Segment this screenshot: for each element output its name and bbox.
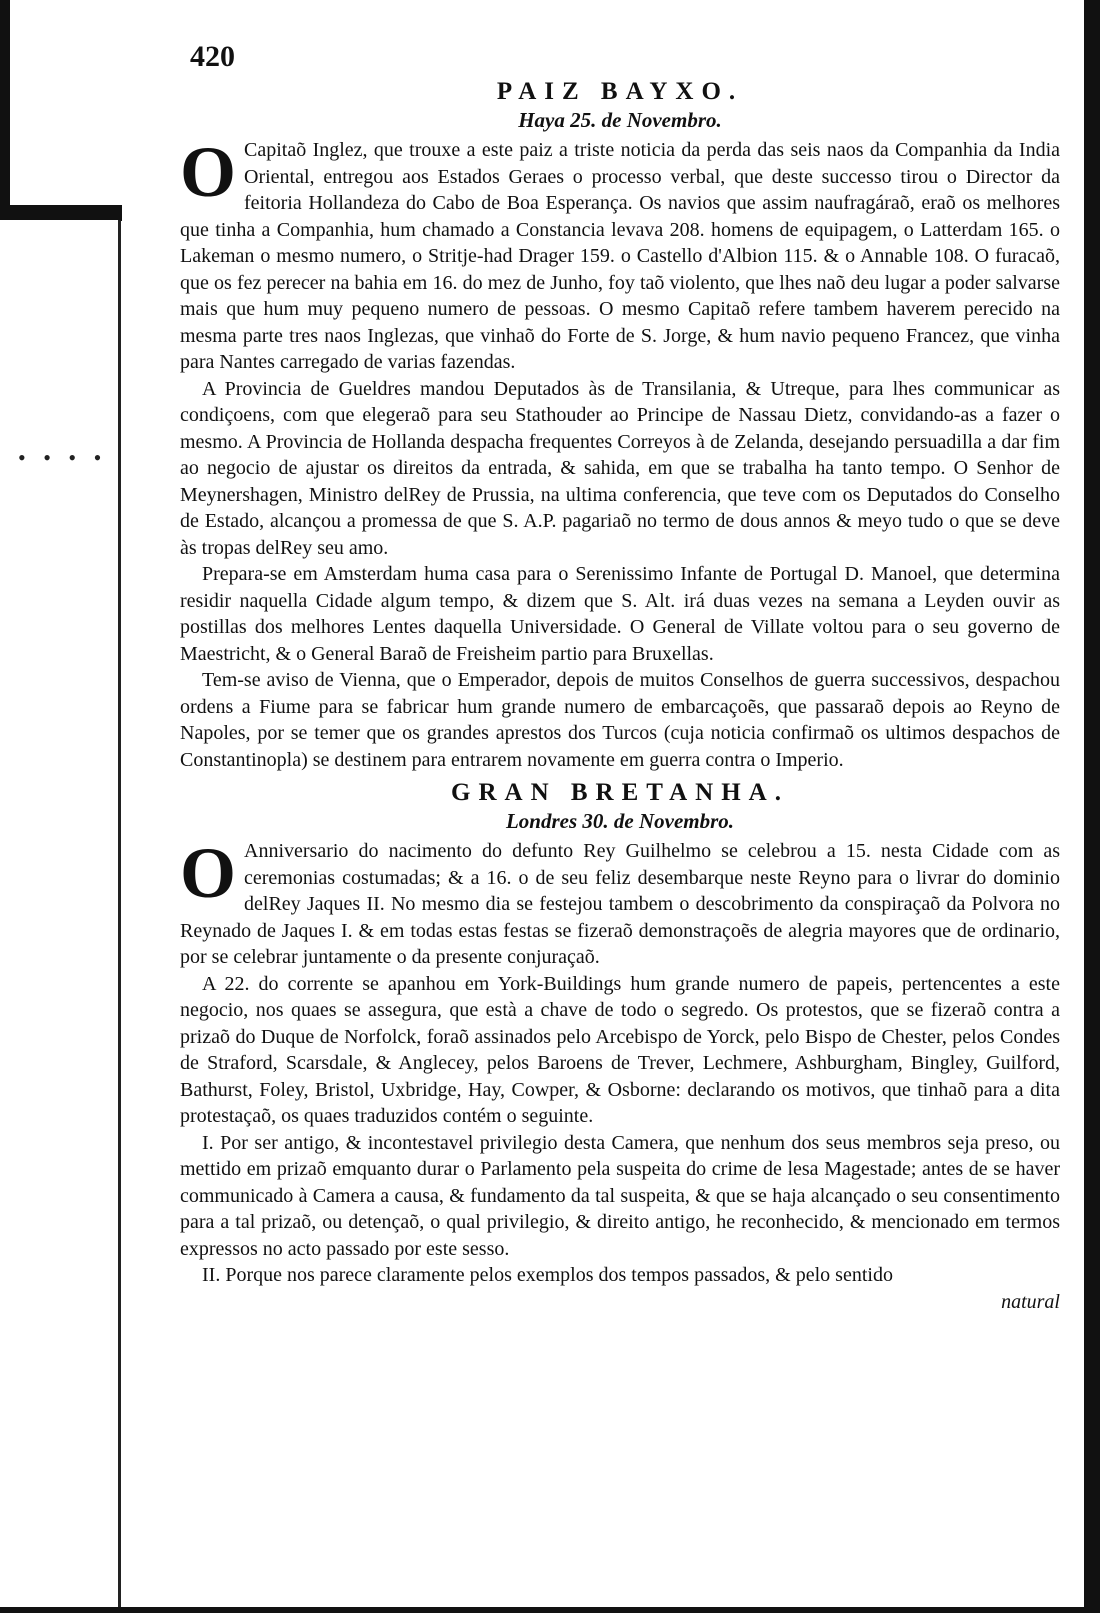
paragraph-text: Anniversario do nacimento do defunto Rey Guilhelmo se celebrou a 15. nesta Cidade com as ceremonias costumadas; & a 16. o de seu feliz desembarque neste Reyno para o livrar do dominio delRey Jaques II. No mesmo dia se festejou tambem o descobrimento da conspiraçaõ da Polvora no Reynado de Jaques I. & em todas estas festas se fizeraõ demonstraçoẽs de alegria mayores que de ordinario, por se celebrar juntamente o da presente conjuraçaõ. [180, 840, 1060, 968]
section-dateline: Londres 30. de Novembro. [505, 809, 735, 833]
scan-edge-bottom [0, 1607, 1100, 1613]
section-title: PAIZ BAYXO. [496, 78, 744, 105]
paragraph: Prepara-se em Amsterdam huma casa para o Serenissimo Infante de Portugal D. Manoel, que determina residir naquella Cidade algum tempo, & dizem que S. Alt. irá duas vezes na semana a Leyden ouvir as postillas dos melhores Lentes daquella Universidade. O General de Villate voltou para o seu governo de Maestricht, & o General Baraõ de Freisheim partio para Bruxellas. [180, 563, 1060, 665]
page-number: 420 [190, 40, 235, 73]
page-body [180, 40, 1060, 1314]
section-title: GRAN BRETANHA. [451, 779, 789, 806]
paragraph: II. Porque nos parece claramente pelos exemplos dos tempos passados, & pelo sentido [202, 1264, 893, 1286]
section-gran-bretanha [180, 779, 1060, 1314]
catchword: natural [1001, 1290, 1060, 1313]
paragraph [180, 132, 1060, 376]
paragraph: I. Por ser antigo, & incontestavel privilegio desta Camera, que nenhum dos seus membros seja preso, ou mettido em prizaõ emquanto durar o Parlamento pela suspeita do crime de lesa Magestade; antes de se haver communicado à Camera a causa, & fundamento da tal suspeita, & que se haja alcançado o seu consentimento para a tal prizaõ, ou detençaõ, o qual privilegio, & direito antigo, he reconhecido, & mencionado em termos expressos no acto passado por este sesso. [180, 1131, 1060, 1260]
paragraph: Tem-se aviso de Vienna, que o Emperador, depois de muitos Conselhos de guerra successivos, despachou ordens a Fiume para se fabricar hum grande numero de embarcaçoẽs, que passaraõ depois ao Reyno de Napoles, por se temer que os grandes aprestos dos Turcos (cuja noticia confirmaõ os ultimos despachos de Constantinopla) se destinem para entrarem novamente em guerra contra o Imperio. [180, 669, 1060, 771]
paragraph-text: Capitaõ Inglez, que trouxe a este paiz a triste noticia da perda das seis naos da Companhia da India Oriental, entregou aos Estados Geraes o processo verbal, que deste successo tirou o Director da feitoria Hollandeza do Cabo de Boa Esperança. Os navios que assim naufragáraõ, eraõ os melhores que tinha a Companhia, hum chamado a Constancia levava 208. homens de equipagem, o Latterdam 165. o Lakeman o mesmo numero, o Stritje-had Drager 159. o Castello d'Albion 115. & o Annable 108. O furacaõ, que os fez perecer na bahia em 16. do mez de Junho, foy taõ violento, que lhes naõ deu lugar a poder salvarse mais que hum muy pequeno numero de pessoas. O mesmo Capitaõ refere tambem haverem perecido na mesma parte tres naos Inglezas, que vinhaõ do Forte de S. Jorge, & hum navio pequeno Francez, que vinha para Nantes carregado de varias fazendas. [180, 139, 1060, 373]
section-paiz-bayxo [180, 78, 1060, 773]
drop-cap: O [180, 132, 237, 212]
paragraph: A 22. do corrente se apanhou em York-Buildings hum grande numero de papeis, pertencentes a este negocio, nos quaes se assegura, que està a chave de todo o segredo. Os protestos, que se fizeraõ contra a prizaõ do Duque de Norfolck, foraõ assinados pelo Arcebispo de Yorck, pelo Bispo de Chester, pelos Condes de Straford, Scarsdale, & Anglecey, pelos Baroens de Trever, Lechmere, Ashburgham, Bingley, Guilford, Bathurst, Foley, Bristol, Uxbridge, Hay, Cowper, & Osborne: declarando os motivos, que tinhaõ para a dita protestaçaõ, os quaes traduzidos contém o seguinte. [180, 972, 1060, 1127]
facing-page-margin [0, 220, 121, 1613]
section-dateline: Haya 25. de Novembro. [518, 108, 722, 132]
paragraph [180, 833, 1060, 971]
facing-page-specks: • • • • [18, 445, 108, 470]
scan-edge-right [1084, 0, 1100, 1613]
paragraph: A Provincia de Gueldres mandou Deputados às de Transilania, & Utreque, para lhes communicar as condiçoens, com que elegeraõ para seu Stathouder ao Principe de Nassau Dietz, convidando-as a fazer o mesmo. A Provincia de Hollanda despacha frequentes Correyos à de Zelanda, desejando persuadilla a dar fim ao negocio de ajustar os direitos da entrada, & sahida, em que se trabalha ha tanto tempo. O Senhor de Meynershagen, Ministro delRey de Prussia, na ultima conferencia, que teve com os Deputados do Conselho de Estado, alcançou a promessa de que S. A.P. pagariaõ no termo de dous annos & meyo tudo o que se deve às tropas delRey seu amo. [180, 377, 1060, 559]
drop-cap: O [180, 833, 237, 913]
binding-shadow-top [0, 0, 10, 220]
binding-shadow-edge [0, 205, 122, 221]
